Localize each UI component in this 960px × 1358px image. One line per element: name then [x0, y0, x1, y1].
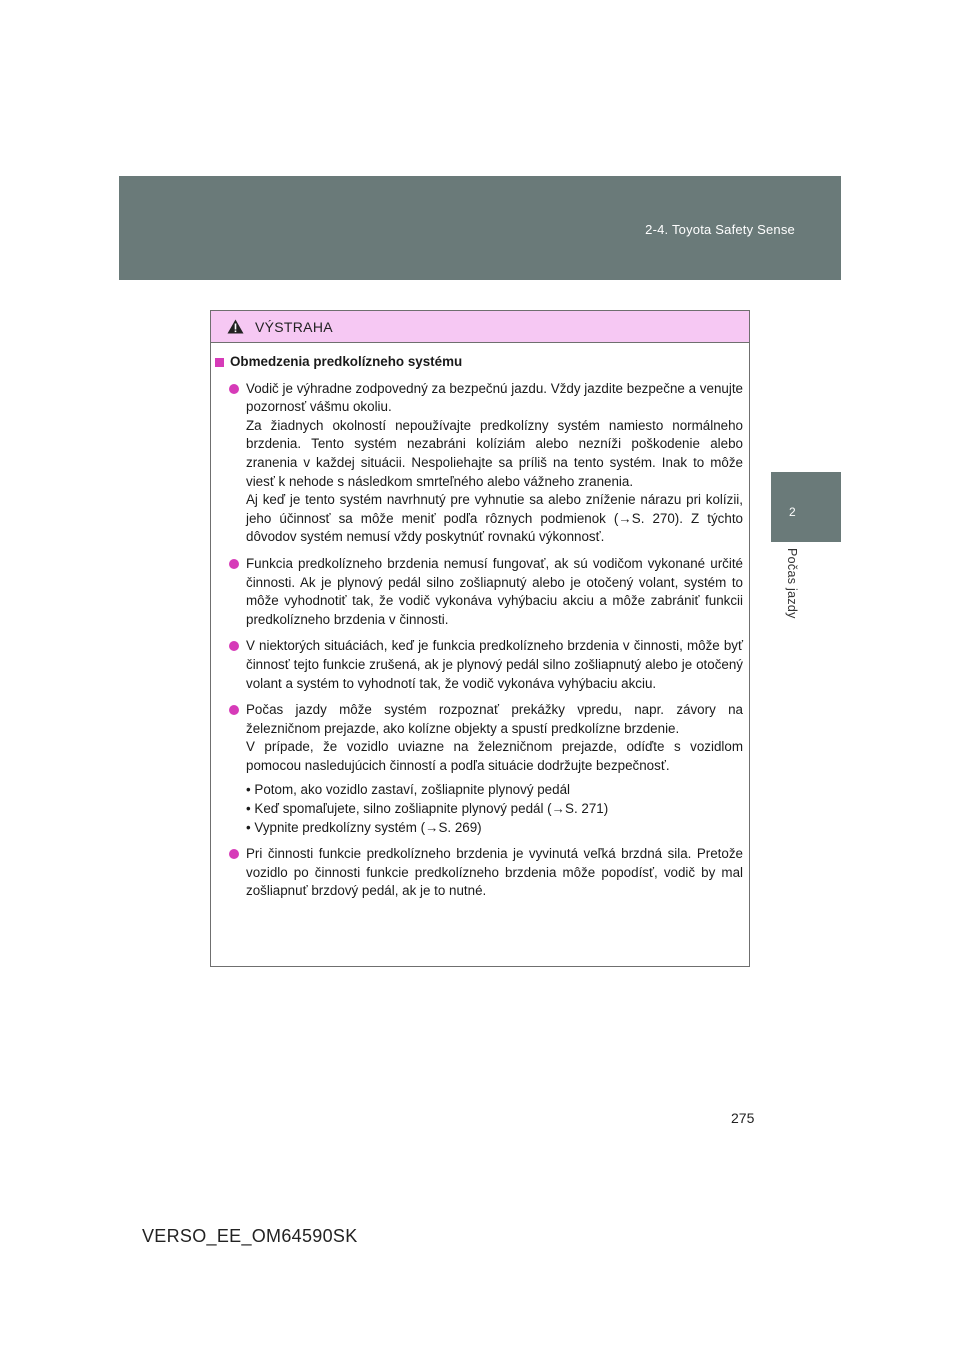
- section-heading-text: Obmedzenia predkolízneho systému: [230, 354, 463, 369]
- square-bullet-icon: [215, 358, 224, 367]
- warning-box: [210, 310, 750, 967]
- list-item: [215, 555, 743, 629]
- warning-title: VÝSTRAHA: [255, 319, 333, 335]
- paragraph: V niektorých situáciách, keď je funkcia predkolízneho brzdenia v činnosti, môže byť činnosť tejto funkcie zrušená, ak je plynový pedál silno zošliapnutý alebo je otočený volant a systém to vyhodnotí tak, že vodič vykonáva vyhýbaciu akciu.: [246, 638, 743, 691]
- list-item: [215, 845, 743, 901]
- paragraph: Pri činnosti funkcie predkolízneho brzdenia je vyvinutá veľká brzdná sila. Pretože vozidlo po činnosti funkcie predkolízneho brzdenia môže popodísť, vodič by mal zošliapnuť brzdový pedál, ak je to nutné.: [246, 846, 743, 899]
- paragraph: Aj keď je tento systém navrhnutý pre vyhnutie sa alebo zníženie nárazu pri kolízii, jeho účinnosť sa môže meniť podľa rôznych podmienok (→S. 270). Z týchto dôvodov systém nemusí vždy poskytnúť rovnakú výkonnosť.: [246, 492, 743, 545]
- list-item: [215, 637, 743, 693]
- warning-body: [211, 343, 749, 901]
- round-bullet-icon: [229, 849, 239, 859]
- paragraph: Počas jazdy môže systém rozpoznať prekážky vpredu, napr. závory na železničnom prejazde, ako kolízne objekty a spustí predkolízne brzdenie.: [246, 702, 743, 736]
- list-item: [215, 701, 743, 837]
- round-bullet-icon: [229, 559, 239, 569]
- sub-list-item: • Vypnite predkolízny systém (→S. 269): [246, 819, 482, 835]
- warning-triangle-icon: [227, 319, 244, 334]
- sub-list-item: • Keď spomaľujete, silno zošliapnite plynový pedál (→S. 271): [246, 801, 609, 817]
- document-code: VERSO_EE_OM64590SK: [142, 1226, 358, 1246]
- list-item: [215, 380, 743, 547]
- sub-list-item: • Potom, ako vozidlo zastaví, zošliapnite plynový pedál: [246, 782, 571, 798]
- section-heading: [215, 353, 743, 372]
- paragraph: V prípade, že vozidlo uviazne na železničnom prejazde, odíďte s vozidlom pomocou nasledujúcich činností a podľa situácie dodržujte bezpečnosť.: [246, 739, 743, 773]
- paragraph: Vodič je výhradne zodpovedný za bezpečnú jazdu. Vždy jazdite bezpečne a venujte pozornosť vášmu okoliu.: [246, 380, 743, 415]
- paragraph: Funkcia predkolízneho brzdenia nemusí fungovať, ak sú vodičom vykonané určité činnosti. Ak je plynový pedál silno zošliapnutý alebo je otočený volant, systém to môže vyhodnotiť tak, že vodič vykonáva vyhýbaciu akciu a môže zabrániť funkcii predkolízneho brzdenia v činnosti.: [246, 555, 743, 627]
- chapter-tab: [771, 472, 841, 542]
- chapter-tab-number: 2: [789, 505, 796, 519]
- chapter-title: 2-4. Toyota Safety Sense: [645, 222, 795, 237]
- round-bullet-icon: [229, 384, 239, 394]
- round-bullet-icon: [229, 705, 239, 715]
- chapter-tab-label: Počas jazdy: [785, 548, 799, 619]
- chapter-header-band: [119, 176, 841, 280]
- page-number: 275: [731, 1110, 755, 1126]
- sub-list: [246, 781, 743, 837]
- round-bullet-icon: [229, 641, 239, 651]
- warning-header: [211, 311, 749, 343]
- chapter-tab-label-area: [771, 542, 841, 658]
- paragraph: Za žiadnych okolností nepoužívajte predkolízny systém namiesto normálneho brzdenia. Tento systém nezabráni kolíziám alebo nezníži poškodenie alebo zranenia v každej situácii. Nespoliehajte sa príliš na tento systém. Inak to môže viesť k nehode s následkom smrteľného alebo vážneho zranenia.: [246, 417, 743, 489]
